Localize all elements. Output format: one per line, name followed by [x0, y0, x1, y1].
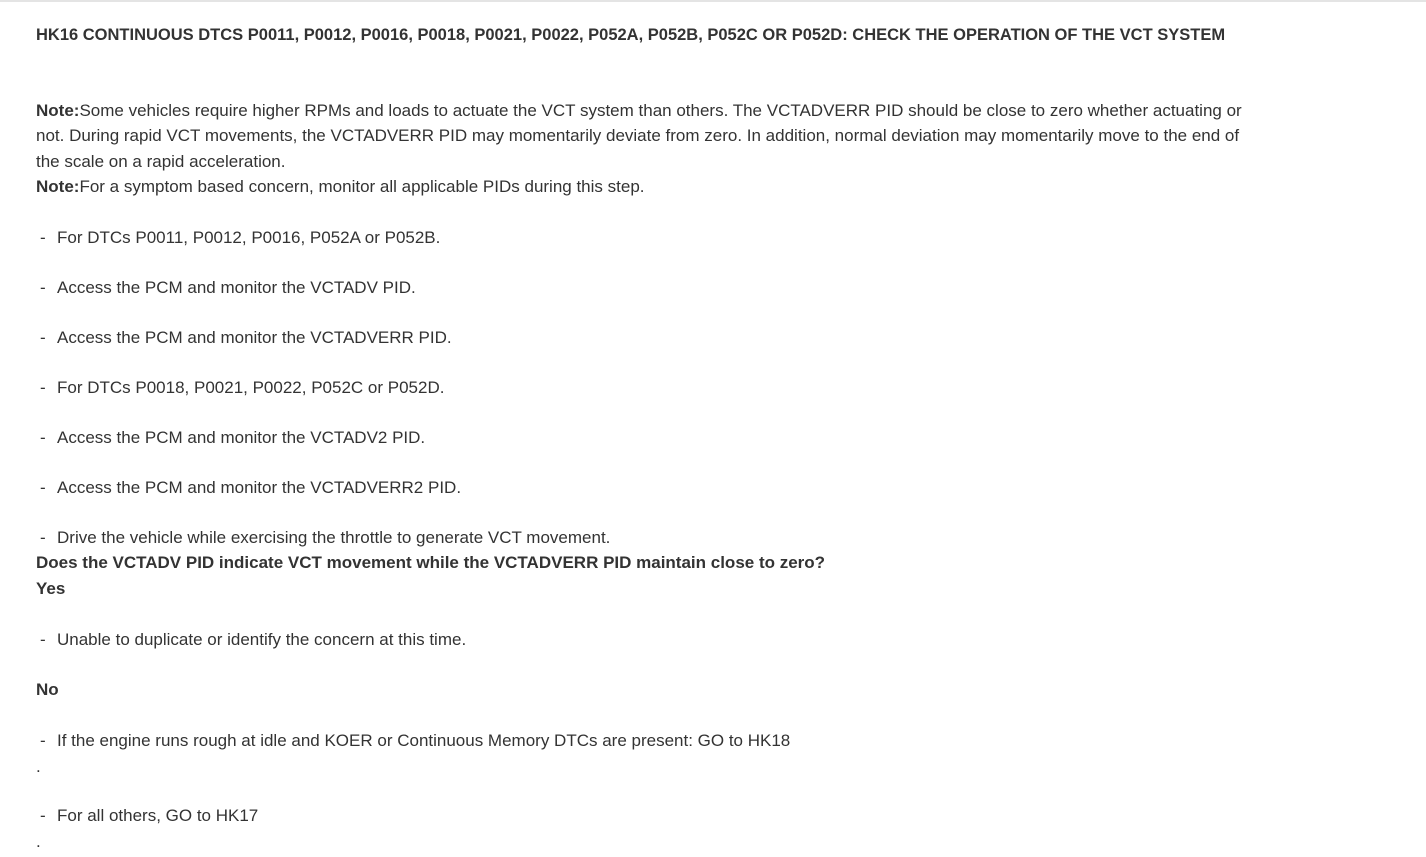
step-item	[36, 475, 461, 500]
step-item-text: Access the PCM and monitor the VCTADVERR2 PID.	[57, 478, 462, 497]
note-2-text: For a symptom based concern, monitor all applicable PIDs during this step.	[79, 176, 645, 196]
bullet-marker: -	[40, 278, 46, 297]
bullet-marker: -	[40, 428, 46, 447]
bullet-marker: -	[40, 478, 46, 497]
step-item-text: For DTCs P0011, P0012, P0016, P052A or P052B.	[57, 228, 441, 247]
bullet-marker: -	[40, 528, 46, 547]
no-label: No	[36, 680, 59, 699]
no-action	[36, 728, 790, 753]
yes-action	[36, 627, 466, 652]
step-item	[36, 275, 416, 300]
bullet-marker: -	[40, 378, 46, 397]
no-action-text: For all others, GO to HK17	[57, 806, 259, 825]
trailing-mark: .	[36, 757, 41, 776]
step-item-text: Access the PCM and monitor the VCTADVERR PID.	[57, 328, 452, 347]
question: Does the VCTADV PID indicate VCT movement while the VCTADVERR PID maintain close to zero?	[36, 553, 826, 572]
top-divider	[0, 0, 1426, 2]
bullet-marker: -	[40, 328, 46, 347]
bullet-marker: -	[40, 630, 46, 649]
step-item	[36, 425, 425, 450]
bullet-marker: -	[40, 228, 46, 247]
trailing-mark: .	[36, 832, 41, 851]
note-2	[36, 174, 1258, 199]
bullet-marker: -	[40, 731, 46, 750]
note-2-label: Note:	[36, 176, 80, 196]
step-item-text: For DTCs P0018, P0021, P0022, P052C or P052D.	[57, 378, 445, 397]
step-item-text: Access the PCM and monitor the VCTADV PID.	[57, 278, 416, 297]
note-1-label: Note:	[36, 101, 80, 120]
step-item-text: Drive the vehicle while exercising the throttle to generate VCT movement.	[57, 528, 611, 547]
yes-label: Yes	[36, 579, 66, 598]
step-title: HK16 CONTINUOUS DTCS P0011, P0012, P0016, P0018, P0021, P0022, P052A, P052B, P052C OR P052D: CHECK THE OPERATION OF THE VCT SYSTEM	[36, 26, 1226, 44]
note-1	[36, 98, 1258, 174]
no-action-text: If the engine runs rough at idle and KOER or Continuous Memory DTCs are present: GO to HK18	[57, 731, 791, 750]
step-item	[36, 525, 610, 550]
step-item	[36, 225, 440, 250]
note-1-text: Some vehicles require higher RPMs and loads to actuate the VCT system than others. The VCTADVERR PID should be close to zero whether actuating or not. During rapid VCT movements, the VCTADVERR PID may momentarily deviate from zero. In addition, normal deviation may momentarily move to the end of the scale on a rapid acceleration.	[36, 101, 1242, 171]
yes-action-text: Unable to duplicate or identify the concern at this time.	[57, 630, 467, 649]
step-item-text: Access the PCM and monitor the VCTADV2 PID.	[57, 428, 426, 447]
bullet-marker: -	[40, 806, 46, 825]
step-item	[36, 325, 452, 350]
step-item	[36, 375, 444, 400]
notes	[36, 98, 1258, 199]
no-action	[36, 803, 258, 828]
